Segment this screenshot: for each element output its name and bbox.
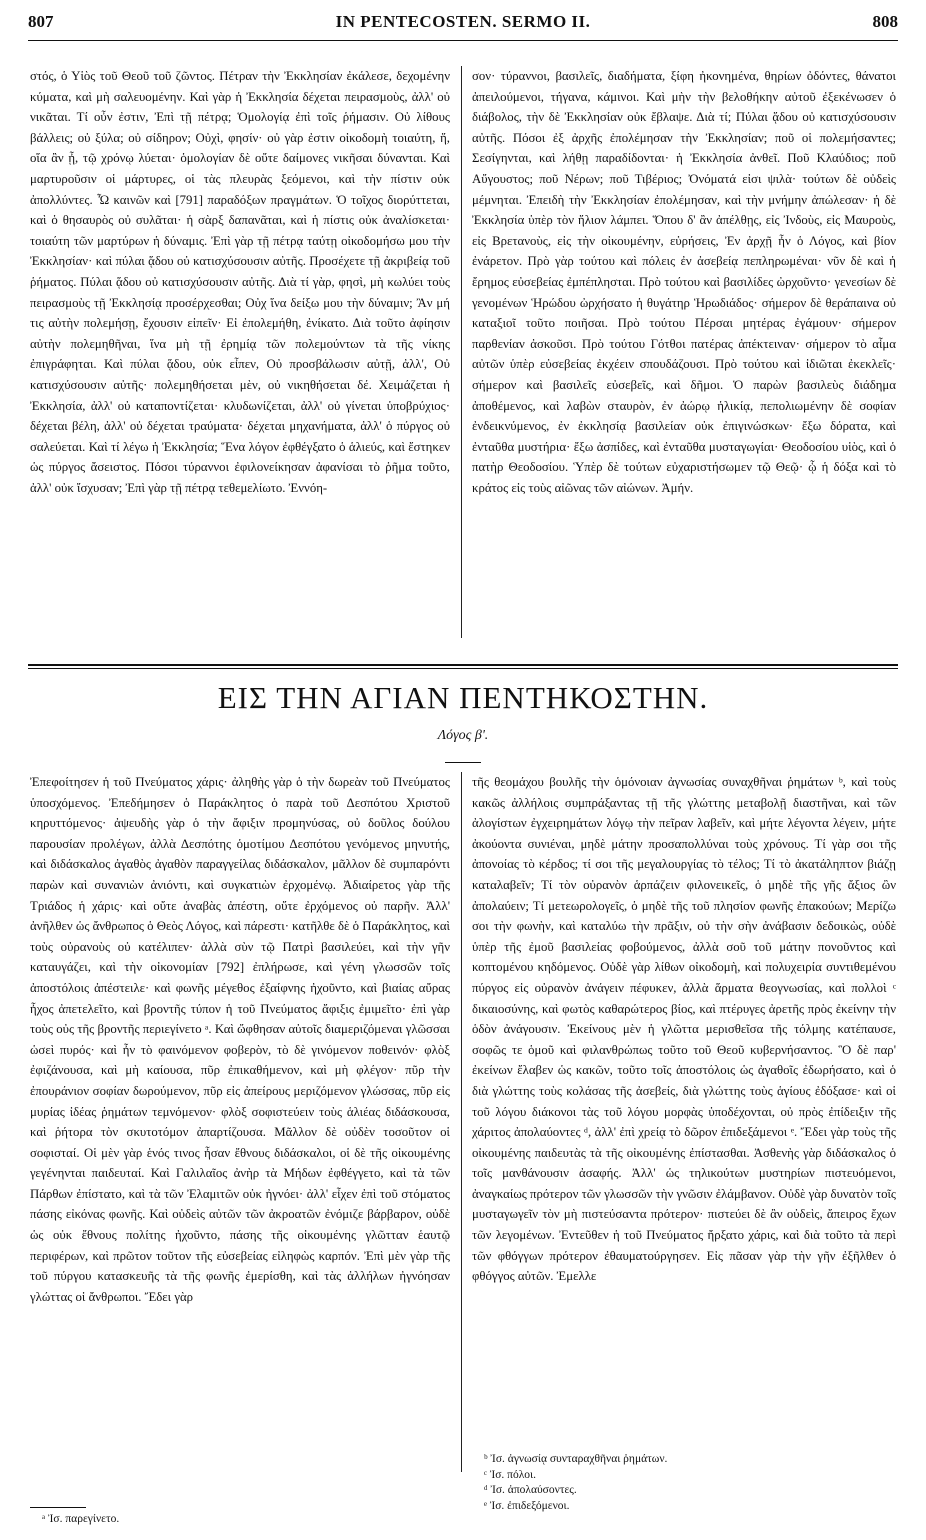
footnote-c: ᶜ Ἰσ. πόλοι.	[484, 1468, 537, 1481]
header-rule	[28, 40, 898, 41]
running-title: IN PENTECOSTEN. SERMO II.	[335, 12, 591, 31]
top-column-divider	[461, 66, 462, 638]
bottom-left-column	[30, 772, 450, 1502]
section-subtitle: Λόγος β'.	[437, 728, 489, 743]
top-right-column	[472, 66, 896, 640]
bottom-left-text: Ἐπεφοίτησεν ἡ τοῦ Πνεύματος χάρις· ἀληθὴς γὰρ ὁ τὴν δωρεὰν τοῦ Πνεύματος ὑποσχόμενος. Ἐπεδήμησεν ὁ Παράκλητος ὁ παρὰ τοῦ Δεσπότου Χριστοῦ κηρυττόμενος· ἀψευδὴς γὰρ ὁ τὴν ἄφιξιν προμηνύσας, οὐ δοῦλος δούλου παρουσίαν προλέγων, ἀλλὰ Δεσπότης ὁμοτίμου Δεσπότου γενόμενος μηνυτής, καὶ διδάσκαλος ἀγαθὸς ἀγαθὸν παραγγείλας διδάσκαλον, μᾶλλον δὲ συμπαρόντι παρὼν καὶ συνανιὼν ἀνιόντι, καὶ συγκατιὼν ἐρχομένῳ. Ἀδιαίρετος γὰρ τῆς Τριάδος ἡ χάρις· καὶ οὔτε ἀναβὰς ἀπέστη, οὔτε ἐρχόμενος οὐ παρῆν. Ἀλλ' ἀνῆλθεν ὡς ἄνθρωπος ὁ Θεὸς Λόγος, καὶ πάρεστι· κατῆλθε δὲ ὁ Παράκλητος, καὶ τοὺς οὐρανοὺς οὐ κατέλιπεν· ἀλλὰ σὺν τῷ Πατρὶ βασιλεύει, καὶ τὴν γῆν καταυγάζει, καὶ τὴν οἰκονομίαν [792] ἐπλήρωσε, καὶ γένη γλωσσῶν τοῖς ἀποστόλοις ἀπέστειλε· καὶ φωνῆς μέγεθος ἐξαίφνης ἠχοῦντο, καὶ βιαίας αὔρας ἦχος ἀπετελεῖτο, καὶ βροντῆς τύπον ἡ τοῦ Πνεύματος ἄφιξις ἐμιμεῖτο· ἐπὶ γὰρ τοὺς οὐς τῆς βροντῆς περιεγίνετο ᵃ. Καὶ ὤφθησαν αὐτοῖς διαμεριζόμεναι γλῶσσαι ὡσεὶ πυρός· καὶ ἦν τὸ φαινόμενον φοβερὸν, τὸ δὲ γινόμενον ποθεινόν· φλὸξ ἐφιζάνουσα, καὶ μὴ καίουσα, πῦρ ἐπικαθήμενον, καὶ μὴ φλέγον· πῦρ τὴν ἐπουράνιον σοφίαν δωρούμενον, πῦρ εἰς ἀπείρους μεριζόμενον γλώσσας, πῦρ εἰς μυρίας ἰδέας ῥημάτων τεμνόμενον· φλὸξ σοφιστεύειν τοὺς ἁλιέας διδάσκουσα, καὶ ῥήτορα τὸν σκυτοτόμον ἀπαρτίζουσα. Μᾶλλον δὲ οὐδὲν τοσοῦτον οἱ σοφισταί. Οἱ μὲν γὰρ ἑνός τινος ἦσαν ἔθνους διδάσκαλοι, οἱ δὲ τῆς οἰκουμένης γεγένηνται παιδευταί. Καὶ Γαλιλαῖος ἀνὴρ τὰ Μήδων ἐφθέγγετο, καὶ τὰ τῶν Πάρθων ἐπίστατο, καὶ τὰ τῶν Ἐλαμιτῶν οὐκ ἠγνόει· ἀλλ' εἶχεν ἐπὶ τοῦ στόματος πάσης εἰκόνας φωνῆς. Καὶ οὐδεὶς αὐτῶν τῶν ἀκροατῶν ἐνόμιζε βάρβαρον, οὐδὲ ὡς οὐκ ἔθνους πολίτης ἠχοῦντο, πάσης τῆς οἰκουμένης γλῶτταν ἑαυτῷ περιφέρων, καὶ πρῶτον τοῦτον τῆς εὐσεβείας εἰληφὼς καρπόν. Ἐπὶ μὲν γὰρ τῆς τοῦ πύργου κατασκευῆς τὰ τῆς φωνῆς ἐμερίσθη, καὶ τὰς ἀλλήλων ἠγνόησαν γλώττας οἱ ἄνθρωποι. Ἔδει γὰρ	[30, 775, 450, 1304]
footnote-a: ᵃ Ἰσ. παρεγίνετο.	[42, 1513, 120, 1525]
subtitle-rule	[445, 762, 481, 763]
section-rule-thin	[28, 668, 898, 669]
top-right-text: σον· τύραννοι, βασιλεῖς, διαδήματα, ξίφη ἠκονημένα, θηρίων ὀδόντες, θάνατοι ἀπειλούμενοι, τήγανα, κάμινοι. Καὶ μὴν τὴν βελοθήκην αὐτοῦ ἐξεκένωσεν ὁ διάβολος, τὴν δὲ Ἐκκλησίαν οὐκ ἔβλαψε. Διὰ τί; Πύλαι ᾅδου οὐ κατισχύσουσιν αὐτῆς. Πόσοι ἐξ ἀρχῆς ἐπολέμησαν τὴν Ἐκκλησίαν; ποῦ οἱ πολεμήσαντες; Σεσίγηνται, καὶ λήθῃ παραδίδονται· ἡ Ἐκκλησία ἀνθεῖ. Ποῦ Κλαύδιος; ποῦ Αὔγουστος; ποῦ Νέρων; ποῦ Τιβέριος; Ὀνόματά εἰσι ψιλὰ· τούτων δὲ οὐδεὶς μέμνηται. Ἐπειδὴ τὴν Ἐκκλησίαν ἐπολέμησαν, καὶ τὴν μνήμην ἀπώλεσαν· ἡ δὲ Ἐκκλησία ὑπὲρ τὸν ἥλιον λάμπει. Ὅπου δ' ἂν ἀπέλθῃς, εἰς Ἰνδοὺς, εἰς Μαυροὺς, εἰς Βρετανοὺς, εἰς τὴν οἰκουμένην, εὑρήσεις, Ἐν ἀρχῇ ἦν ὁ Λόγος, καὶ βίον ἐνάρετον. Πρὸ γὰρ τούτου καὶ πόλεις ἐν ἀσεβείᾳ πεπληρωμέναι· νῦν δὲ καὶ ἡ ἔρημος εὐσεβείας ἐμπέπλησται. Πρὸ τούτου καὶ βασιλίδες ὠρχοῦντο· γενεσίων δὲ γενομένων Ἡρώδου ὠρχήσατο ἡ θυγάτηρ Ἡρωδιάδος· σήμερον δὲ θεράπαινα οὐ καταξιοῖ τοῦτο ποιῆσαι. Πρὸ τούτου Πέρσαι μητέρας ἐγάμουν· σήμερον παρθενίαν ἀσκοῦσι. Πρὸ τούτου Γότθοι πατέρας ἀπέκτειναν· σήμερον τὸ αἷμα αὐτῶν ὑπὲρ εὐσεβείας ἐκχέειν σπουδάζουσι. Πρὸ τούτου καὶ ἰδιῶται ἐκεκλεῖς· σήμερον καὶ βασιλεῖς εὐσεβεῖς, καὶ δῆμοι. Ὁ παρὼν βασιλεὺς διάδημα ἀποθέμενος, καὶ λαβὼν σταυρὸν, ἐν ἀώρῳ ἡλικίᾳ, πεπολιωμένην δὲ σοφίαν ἐνδεικνύμενος, ἐν ἐκκλησίᾳ βασιλείαν οὐκ ἐπιγινώσκων· ἔξω δόρατα, καὶ ἐνταῦθα μυστήρια· ἔξω ἀσπίδες, καὶ ἐνταῦθα μυσταγωγίαι· Θεοδοσίου υἱὸς, καὶ ὁ πατὴρ Θεοδοσίου. Ὑπὲρ δὲ τούτων εὐχαριστήσωμεν τῷ Θεῷ· ᾧ ἡ δόξα καὶ τὸ κράτος εἰς τοὺς αἰῶνας τῶν αἰώνων. Ἀμήν.	[472, 69, 896, 495]
footnote-e: ᵉ Ἰσ. ἐπιδεξόμενοι.	[484, 1499, 570, 1512]
section-title: ΕΙΣ ΤΗΝ ΑΓΙΑΝ ΠΕΝΤΗΚΟΣΤΗΝ.	[217, 680, 709, 715]
running-header	[28, 12, 898, 40]
right-page-number: 808	[872, 12, 898, 31]
bottom-right-column	[472, 772, 896, 1452]
footnote-rule	[30, 1507, 86, 1508]
footnote-d: ᵈ Ἰσ. ἀπολαύσοντες.	[484, 1484, 577, 1496]
footnote-b: ᵇ Ἰσ. ἀγνωσίᾳ συνταραχθῆναι ῥημάτων.	[484, 1453, 668, 1465]
section-rule-thick	[28, 664, 898, 666]
footnotes-right	[484, 1452, 894, 1514]
top-left-text: στός, ὁ Υἱὸς τοῦ Θεοῦ τοῦ ζῶντος. Πέτραν τὴν Ἐκκλησίαν ἐκάλεσε, δεχομένην κύματα, καὶ μὴ σαλευομένην. Καὶ γὰρ ἡ Ἐκκλησία δέχεται πειρασμοὺς, ἀλλ' οὐ νικᾶται. Τί οὖν ἐστιν, Ἐπὶ τῇ πέτρᾳ; Ὁμολογίᾳ ἐπὶ τοῖς ῥήμασιν. Οὐ λίθους βάλλεις; οὐ ξύλα; οὐ σίδηρον; Οὐχὶ, φησίν· οὐ γὰρ ἐστιν οἰκοδομὴ τοιαύτη, ἥ, οἵα ἂν ᾖ, τῷ χρόνῳ λύεται· ὁμολογίαν δὲ οὔτε δαίμονες νικῆσαι δύνανται. Καὶ μαρτυροῦσιν οἱ μάρτυρες, οἱ τὰς πλευρὰς ξεόμενοι, καὶ τὴν πίστιν οὐκ ἀπολλύντες. Ὦ καινῶν καὶ [791] παραδόξων πραγμάτων. Ὁ τοῖχος διορύττεται, καὶ ὁ θησαυρὸς οὐ συλᾶται· ἡ σὰρξ δαπανᾶται, καὶ ἡ πίστις οὐκ ἀναλίσκεται· τοιαύτη τῶν μαρτύρων ἡ δύναμις. Ἐπὶ γὰρ τῇ πέτρᾳ ταύτῃ οἰκοδομήσω μου τὴν Ἐκκλησίαν· καὶ πύλαι ᾅδου οὐ κατισχύσουσιν αὐτῆς. Προσέχετε τῇ ἀκριβείᾳ τοῦ ῥήματος. Πύλαι ᾅδου οὐ κατισχύσουσιν αὐτῆς. Διὰ τί γὰρ, φησὶ, μὴ κωλύει τοὺς πειρασμοὺς τῇ Ἐκκλησίᾳ προσέρχεσθαι; Οὐχ ἵνα δείξω μου τὴν δύναμιν; Ἂν μή τις αὐτὴν πολεμήσῃ, ἔχουσιν εἰπεῖν· Εἰ ἐπολεμήθη, ἐνίκατο. Διὰ τοῦτο ἀφίησιν αὐτὴν πολεμηθῆναι, ἵνα μὴ τῇ ἐρημίᾳ τῶν πολεμούντων τὰ τῆς νίκης ἐπιγράφηται. Καὶ πύλαι ᾅδου, οὐκ εἶπεν, Οὐ προσβάλωσιν αὐτῇ, ἀλλ', Οὐ κατισχύσουσιν αὐτῆς· πολεμηθήσεται μὲν, οὐ νικηθήσεται δέ. Χειμάζεται ἡ Ἐκκλησία, ἀλλ' οὐ καταποντίζεται· κλυδωνίζεται, ἀλλ' οὐ γίνεται ὑποβρύχιος· δέχεται βέλη, ἀλλ' οὐ δέχεται τραύματα· δέχεται μηχανήματα, ἀλλ' ὁ πύργος οὐ σαλεύεται. Καὶ τί λέγω ἡ Ἐκκλησία; Ἕνα λόγον ἐφθέγξατο ὁ ἁλιεύς, καὶ ἔστηκεν ὡς πύργος ἄσειστος. Πόσοι τύραννοι ἐφιλονείκησαν ἀφανίσαι τὸ ῥῆμα τοῦτο, ἀλλ' οὐκ ἴσχυσαν; Ἐπὶ γὰρ τῇ πέτρᾳ τεθεμελίωτο. Ἐννόη-	[30, 69, 450, 495]
bottom-right-text: τῆς θεομάχου βουλῆς τὴν ὁμόνοιαν ἀγνωσίας συναχθῆναι ῥημάτων ᵇ, καὶ τοὺς κακῶς ἀλλήλοις συμπράξαντας τῇ τῆς γλώττης μεταβολῇ διαστῆναι, καὶ τῶν ἀλογίστων ἐγχειρημάτων λόγῳ τὴν πεῖραν λαβεῖν, καὶ μήτε λέγοντα λέγειν, μήτε ἀκούοντα συνιέναι, μηδὲ μάτην προσαπολλύναι τοὺς χρόνους. Τί γὰρ σοι τῆς ἀπονοίας τὸ κέρδος; τί σοι τῆς μεγαλουργίας τὸ τέλος; Τί τὸ ἀκατάληπτον βιάζῃ καταλαβεῖν; Τί τὸν οὐρανὸν ἁρπάζειν φιλονεικεῖς, ὁ μηδὲ τῆς γῆς ἄξιος ὢν ἀπολαύειν; Τί μετεωρολογεῖς, ὁ μηδὲ τῆς τοῦ πλησίον φωνῆς ἐπακούων; Μερίζω σοι τὴν φωνὴν, καὶ καταλύω τὴν πρᾶξιν, οὐ τὴν σὴν ἀνάβασιν δεδοικὼς, οὐδὲ ὑπὲρ τῆς ἐμοῦ βασιλείας φοβούμενος, ἀλλὰ σοῦ τοῦ μάτην πονοῦντος καὶ κοπτομένου κηδόμενος. Οὐδὲ γὰρ λίθων οἰκοδομὴ, καὶ πολυχειρία συντιθεμένου πύργος εἰς οὐρανὸν ἀνάγειν πέφυκεν, ἀλλὰ ἅρματα θεογνωσίας, καὶ πολλοὶ ᶜ δικαιοσύνης, καὶ φωτὸς καθαρώτερος βίος, καὶ πτέρυγες ἀρετῆς πρὸς ἐκείνην τὴν ὁδὸν ἀνάγουσιν. Ἐκείνους μὲν ἡ γλῶττα μερισθεῖσα τῆς τόλμης κατέπαυσε, σοφῶς τε ὁμοῦ καὶ φιλανθρώπως τοῦτο τοῦ Θεοῦ κυβερνήσαντος. Ὃ δὲ παρ' ἐκείνων ἔλαβεν ὡς κακῶν, τοῦτο τοῖς ἀποστόλοις ὡς ἀγαθοῖς ἐδωρήσατο, καὶ ὁ διὰ γλώττης τοὺς κολάσας τῆς ἀσεβείς, διὰ γλώττης τοὺς ἁγίους ἐδόξασε· καὶ οἱ τοῦ λόγου διάκονοι τὰς τοῦ λόγου μορφὰς ὑποδέχονται, οὐ πρὸς ἐπίδειξιν τῆς χάριτος ἀπολαύοντες ᵈ, ἀλλ' ἐπὶ χρείᾳ τὸ δῶρον ἐπιδεξάμενοι ᵉ. Ἔδει γὰρ τοὺς τῆς οἰκουμένης παιδευτὰς τὰ τῆς οἰκουμένης ἐπίστασθαι. Ἀσθενὴς γὰρ διδάσκαλος ὁ τοῖς μανθάνουσιν ἀσαφής. Ἀλλ' ὡς τηλικούτων μυστηρίων πιστευόμενοι, ἀναγκαίως πρότερον τῶν γλωσσῶν τὴν γνῶσιν ἐλάμβανον. Οὐδὲ γὰρ δυνατὸν τοῖς μυσταγωγεῖν τὸν μὴ πιστεύσαντα πρότερον· πιστεύει δὲ ἂν οὐδεὶς, ἄπειρος ἔχων τῶν λεγομένων. Ἐντεῦθεν ἡ τοῦ Πνεύματος ἤρξατο χάρις, καὶ διὰ τοῦτο τὰ περὶ τῶν φθόγγων πρότερον ἐθαυματούργησεν. Εἰς πᾶσαν γὰρ τὴν γῆν ἐξῆλθεν ὁ φθόγγος αὐτῶν. Ἐμελλε	[472, 775, 896, 1284]
left-page-number: 807	[28, 12, 54, 31]
top-left-column	[30, 66, 450, 640]
bottom-column-divider	[461, 772, 462, 1472]
